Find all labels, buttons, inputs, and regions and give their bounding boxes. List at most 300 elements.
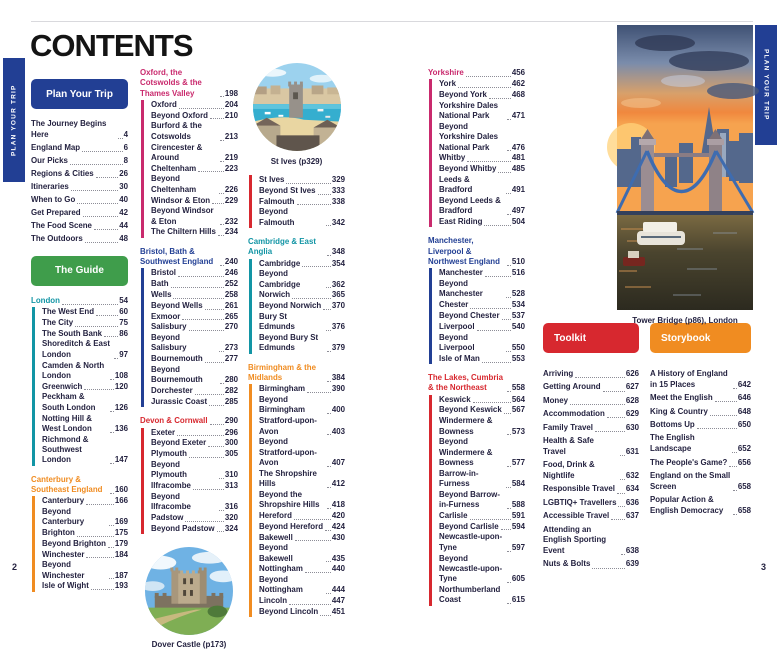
- entry-page: 179: [114, 538, 128, 548]
- dot-leader: [220, 224, 224, 225]
- entry-label: Bury St Edmunds: [259, 312, 295, 332]
- toc-entry[interactable]: [259, 490, 345, 511]
- toc-entry[interactable]: [151, 100, 238, 110]
- section-items: [32, 307, 128, 465]
- toc-entry[interactable]: [543, 369, 639, 380]
- section-header[interactable]: [140, 247, 238, 268]
- toc-entry[interactable]: [42, 435, 128, 466]
- entry-page: 246: [224, 268, 238, 278]
- entry-label: Beyond Birmingham: [259, 395, 306, 415]
- st-ives-caption: St Ives (p329): [270, 157, 323, 166]
- dot-leader: [118, 138, 122, 139]
- toc-entry[interactable]: [439, 395, 525, 405]
- toc-entry[interactable]: [151, 513, 238, 523]
- toc-entry[interactable]: [151, 428, 238, 438]
- dot-leader: [109, 525, 113, 526]
- toc-entry[interactable]: [543, 436, 639, 458]
- dot-leader: [219, 478, 224, 479]
- the-guide-box[interactable]: The Guide: [31, 256, 128, 286]
- section-items: [429, 268, 525, 364]
- entry-label: Beyond St Ives: [259, 185, 316, 195]
- section-header[interactable]: [428, 236, 525, 267]
- toc-entry[interactable]: [42, 392, 128, 413]
- dot-leader: [611, 519, 625, 520]
- entry-label: Norwich: [259, 290, 291, 300]
- entry-page: 86: [119, 328, 128, 338]
- entry-label: Beyond Cheltenham: [151, 174, 197, 194]
- entry-page: 652: [737, 444, 751, 454]
- dot-leader: [318, 194, 331, 195]
- toc-entry[interactable]: [259, 575, 345, 596]
- entry-page: 553: [511, 353, 525, 363]
- entry-label: The Chiltern Hills: [151, 227, 216, 237]
- toc-section: [140, 247, 238, 407]
- dot-leader: [104, 336, 118, 337]
- toolkit-box[interactable]: Toolkit: [543, 323, 639, 353]
- dot-leader: [219, 193, 223, 194]
- entry-page: 97: [119, 349, 128, 359]
- entry-label: Beyond Manchester: [439, 279, 483, 299]
- entry-label: Nottingham: [259, 564, 303, 574]
- toc-entry[interactable]: [543, 382, 639, 393]
- toc-entry[interactable]: [650, 433, 751, 455]
- toc-entry[interactable]: [439, 490, 525, 511]
- dover-castle-caption: Dover Castle (p173): [151, 639, 227, 649]
- dot-leader: [326, 561, 331, 562]
- entry-page: 648: [737, 406, 751, 416]
- toc-entry[interactable]: [151, 164, 238, 174]
- toc-entry[interactable]: [31, 234, 128, 245]
- dot-leader: [218, 235, 224, 236]
- toc-entry[interactable]: [439, 90, 525, 100]
- entry-page: 629: [625, 409, 639, 419]
- dot-leader: [507, 508, 511, 509]
- toc-entry[interactable]: [151, 312, 238, 322]
- dot-leader: [501, 529, 511, 530]
- entry-page: 229: [224, 195, 238, 205]
- column-toolkit: [543, 323, 639, 573]
- entry-page: 481: [511, 153, 525, 163]
- toc-entry[interactable]: [650, 495, 751, 517]
- toc-entry[interactable]: [42, 581, 128, 591]
- entry-label: Beyond Salisbury: [151, 333, 187, 353]
- plan-your-trip-edge-tab-left[interactable]: PLAN YOUR TRIP: [3, 58, 25, 182]
- toc-entry[interactable]: [42, 382, 128, 392]
- entry-page: 528: [511, 289, 525, 299]
- toc-entry[interactable]: [259, 543, 345, 564]
- toc-entry[interactable]: [259, 207, 345, 228]
- entry-label: Ilfracombe: [151, 480, 191, 490]
- entry-page: 420: [331, 510, 345, 520]
- entry-label: Beyond Winchester: [42, 560, 85, 580]
- toc-entry[interactable]: [259, 175, 345, 185]
- toc-entry[interactable]: [543, 498, 639, 509]
- entry-page: 638: [625, 546, 639, 556]
- entry-page: 451: [331, 607, 345, 617]
- toc-entry[interactable]: [259, 333, 345, 354]
- column-storybook: [650, 323, 751, 519]
- toc-entry[interactable]: [259, 312, 345, 333]
- toc-entry[interactable]: [42, 361, 128, 382]
- toc-entry[interactable]: [259, 301, 345, 311]
- toc-entry[interactable]: [151, 279, 238, 289]
- toc-entry[interactable]: [650, 458, 751, 469]
- toc-entry[interactable]: [151, 268, 238, 278]
- toc-entry[interactable]: [42, 339, 128, 360]
- toc-entry[interactable]: [42, 496, 128, 506]
- toc-entry[interactable]: [31, 195, 128, 206]
- toc-entry[interactable]: [439, 405, 525, 415]
- entry-page: 126: [114, 402, 128, 412]
- entry-label: Beyond Bournemouth: [151, 365, 203, 385]
- entry-page: 6: [123, 142, 128, 152]
- toc-section: [140, 68, 238, 238]
- entry-label: Windermere & Bowness: [439, 416, 493, 436]
- plan-your-trip-box[interactable]: Plan Your Trip: [31, 79, 128, 109]
- entry-label: Cambridge & East Anglia: [248, 236, 316, 257]
- st-ives-figure: [248, 63, 345, 166]
- entry-label: The English Landscape: [650, 433, 695, 454]
- dot-leader: [733, 490, 737, 491]
- toc-entry[interactable]: [439, 322, 525, 332]
- section-header[interactable]: [248, 363, 345, 384]
- dot-leader: [620, 479, 624, 480]
- toc-entry[interactable]: [42, 550, 128, 560]
- entry-label: Beyond Newcastle-upon-Tyne: [439, 553, 503, 584]
- entry-page: 184: [114, 549, 128, 559]
- entry-label: The People's Game?: [650, 457, 728, 467]
- entry-label: Notting Hill & West London: [42, 413, 92, 433]
- dot-leader: [110, 463, 114, 464]
- toc-entry[interactable]: [650, 393, 751, 404]
- section-header[interactable]: [248, 237, 345, 258]
- dot-leader: [621, 554, 625, 555]
- toc-entry[interactable]: [151, 174, 238, 195]
- dot-leader: [210, 424, 224, 425]
- toc-entry[interactable]: [259, 533, 345, 543]
- dot-leader: [177, 435, 224, 436]
- dot-leader: [220, 96, 224, 97]
- page-title: CONTENTS: [30, 28, 193, 63]
- toc-entry[interactable]: [439, 164, 525, 174]
- toc-entry[interactable]: [151, 524, 238, 534]
- page-number-left: 2: [12, 562, 18, 572]
- toc-entry[interactable]: [439, 354, 525, 364]
- dot-leader: [91, 589, 114, 590]
- toc-entry[interactable]: [543, 396, 639, 407]
- section-header[interactable]: [31, 296, 128, 306]
- entry-label: Chester: [439, 300, 469, 310]
- entry-page: 370: [331, 301, 345, 311]
- toc-entry[interactable]: [259, 607, 345, 617]
- entry-page: 219: [224, 152, 238, 162]
- entry-page: 8: [123, 155, 128, 165]
- entry-label: York: [439, 79, 456, 89]
- entry-page: 594: [511, 521, 525, 531]
- entry-label: Falmouth: [259, 196, 295, 206]
- dot-leader: [96, 315, 118, 316]
- toc-entry[interactable]: [151, 301, 238, 311]
- dot-leader: [326, 287, 331, 288]
- toc-entry[interactable]: [439, 437, 525, 468]
- toc-entry[interactable]: [543, 511, 639, 522]
- entry-label: Devon & Cornwall: [140, 416, 208, 426]
- entry-label: Beyond Stratford-upon-Avon: [259, 437, 317, 467]
- toc-entry[interactable]: [439, 333, 525, 354]
- section-header[interactable]: [140, 416, 238, 426]
- toc-entry[interactable]: [259, 522, 345, 532]
- toc-entry[interactable]: [42, 539, 128, 549]
- toc-section: [31, 475, 128, 592]
- entry-label: Hereford: [259, 510, 292, 520]
- toc-entry[interactable]: [259, 395, 345, 416]
- toc-entry[interactable]: [31, 182, 128, 193]
- toc-entry[interactable]: [439, 300, 525, 310]
- toc-entry[interactable]: [439, 532, 525, 553]
- dot-leader: [71, 190, 118, 191]
- toc-entry[interactable]: [151, 449, 238, 459]
- toc-entry[interactable]: [259, 596, 345, 606]
- toc-entry[interactable]: [31, 156, 128, 167]
- entry-page: 588: [511, 500, 525, 510]
- entry-label: The South Bank: [42, 328, 103, 338]
- toc-entry[interactable]: [259, 384, 345, 394]
- toc-entry[interactable]: [259, 416, 345, 437]
- toc-entry[interactable]: [259, 197, 345, 207]
- entry-page: 320: [224, 512, 238, 522]
- entry-label: Beyond Norwich: [259, 301, 322, 311]
- toc-entry[interactable]: [151, 438, 238, 448]
- entry-page: 567: [511, 405, 525, 415]
- dot-leader: [715, 401, 737, 402]
- entry-page: 296: [224, 427, 238, 437]
- toc-entry[interactable]: [543, 460, 639, 482]
- toc-entry[interactable]: [151, 460, 238, 481]
- toc-entry[interactable]: [439, 175, 525, 196]
- entry-label: Beyond Padstow: [151, 523, 215, 533]
- toc-entry[interactable]: [650, 420, 751, 431]
- toc-entry[interactable]: [151, 206, 238, 227]
- entry-page: 440: [331, 564, 345, 574]
- dot-leader: [219, 351, 224, 352]
- entry-label: Bournemouth: [151, 354, 203, 364]
- entry-page: 564: [511, 394, 525, 404]
- toc-entry[interactable]: [151, 397, 238, 407]
- toc-entry[interactable]: [650, 407, 751, 418]
- toc-entry[interactable]: [151, 481, 238, 491]
- toc-entry[interactable]: [439, 469, 525, 490]
- entry-page: 261: [224, 300, 238, 310]
- entry-page: 476: [511, 142, 525, 152]
- toc-entry[interactable]: [259, 259, 345, 269]
- dot-leader: [575, 377, 625, 378]
- tower-bridge-photo: [617, 25, 753, 310]
- dot-leader: [205, 362, 224, 363]
- toc-entry[interactable]: [151, 333, 238, 354]
- toc-section: [428, 373, 525, 606]
- dot-leader: [327, 381, 331, 382]
- toc-entry[interactable]: [439, 585, 525, 606]
- dot-leader: [219, 510, 224, 511]
- dot-leader: [96, 177, 119, 178]
- toc-entry[interactable]: [151, 227, 238, 237]
- toc-entry[interactable]: [42, 507, 128, 528]
- dot-leader: [109, 578, 113, 579]
- storybook-box[interactable]: Storybook: [650, 323, 751, 353]
- section-header[interactable]: [428, 68, 525, 78]
- entry-page: 362: [331, 279, 345, 289]
- entry-page: 424: [331, 521, 345, 531]
- toc-entry[interactable]: [439, 122, 525, 153]
- entry-label: Yorkshire: [428, 68, 464, 77]
- toc-entry[interactable]: [42, 528, 128, 538]
- toc-entry[interactable]: [31, 169, 128, 180]
- dot-leader: [323, 309, 331, 310]
- dot-leader: [733, 388, 737, 389]
- toc-entry[interactable]: [259, 269, 345, 290]
- entry-page: 658: [737, 505, 751, 515]
- entry-page: 400: [331, 405, 345, 415]
- entry-page: 390: [331, 384, 345, 394]
- toc-entry[interactable]: [439, 196, 525, 217]
- entry-label: Beyond the Shropshire Hills: [259, 489, 320, 510]
- entry-page: 280: [224, 375, 238, 385]
- toc-entry[interactable]: [259, 469, 345, 490]
- entry-page: 444: [331, 585, 345, 595]
- toc-entry[interactable]: [151, 322, 238, 332]
- toc-entry[interactable]: [151, 121, 238, 142]
- entry-label: Beyond Windermere & Bowness: [439, 437, 493, 467]
- section-header[interactable]: [428, 373, 525, 394]
- entry-label: Northumberland Coast: [439, 584, 501, 605]
- toolkit-list: [543, 369, 639, 570]
- entry-page: 26: [119, 168, 128, 178]
- dot-leader: [733, 514, 737, 515]
- dot-leader: [179, 108, 224, 109]
- section-header[interactable]: [31, 475, 128, 496]
- entry-label: Manchester, Liverpool & Northwest England: [428, 236, 500, 267]
- dot-leader: [620, 455, 625, 456]
- entry-page: 258: [224, 289, 238, 299]
- toc-entry[interactable]: [650, 471, 751, 493]
- dot-leader: [295, 540, 331, 541]
- dot-leader: [84, 389, 113, 390]
- toc-entry[interactable]: [151, 386, 238, 396]
- toc-entry[interactable]: [31, 208, 128, 219]
- toc-entry[interactable]: [439, 311, 525, 321]
- toc-entry[interactable]: [439, 416, 525, 437]
- dot-leader: [607, 417, 625, 418]
- toc-entry[interactable]: [259, 511, 345, 521]
- entry-page: 642: [737, 379, 751, 389]
- dot-leader: [697, 428, 737, 429]
- entry-label: The Journey Begins Here: [31, 119, 107, 139]
- toc-entry[interactable]: [259, 564, 345, 574]
- toc-entry[interactable]: [151, 365, 238, 386]
- dot-leader: [507, 391, 511, 392]
- entry-page: 120: [114, 381, 128, 391]
- dot-leader: [489, 98, 511, 99]
- entry-label: Wells: [151, 289, 172, 299]
- entry-label: King & Country: [650, 406, 708, 416]
- toc-entry[interactable]: [259, 290, 345, 300]
- toc-entry[interactable]: [439, 79, 525, 89]
- toc-entry[interactable]: [31, 143, 128, 154]
- toc-entry[interactable]: [259, 186, 345, 196]
- section-header[interactable]: [140, 68, 238, 99]
- toc-entry[interactable]: [439, 522, 525, 532]
- column-oxford-bristol-devon: [140, 68, 238, 649]
- dot-leader: [289, 604, 331, 605]
- toc-entry[interactable]: [543, 409, 639, 420]
- dot-leader: [506, 487, 511, 488]
- entry-label: Manchester: [439, 268, 483, 278]
- toc-entry[interactable]: [151, 492, 238, 513]
- toc-entry[interactable]: [543, 484, 639, 495]
- toc-entry[interactable]: [42, 307, 128, 317]
- toc-entry[interactable]: [439, 268, 525, 278]
- dot-leader: [110, 411, 114, 412]
- toc-entry[interactable]: [543, 525, 639, 557]
- toc-entry[interactable]: [439, 554, 525, 585]
- toc-entry[interactable]: [31, 119, 128, 140]
- entry-label: Dorchester: [151, 386, 193, 396]
- toc-entry[interactable]: [439, 511, 525, 521]
- section-items: [429, 79, 525, 227]
- plan-your-trip-edge-tab-right[interactable]: PLAN YOUR TRIP: [755, 25, 777, 145]
- entry-label: The Shropshire Hills: [259, 468, 317, 489]
- toc-entry[interactable]: [151, 354, 238, 364]
- entry-page: 597: [511, 542, 525, 552]
- entry-page: 430: [331, 532, 345, 542]
- dot-leader: [294, 519, 331, 520]
- toc-entry[interactable]: [42, 318, 128, 328]
- toc-entry[interactable]: [151, 111, 238, 121]
- dot-leader: [326, 330, 331, 331]
- toc-entry[interactable]: [543, 423, 639, 434]
- toc-entry[interactable]: [151, 143, 238, 164]
- entry-page: 342: [331, 217, 345, 227]
- entry-page: 412: [331, 479, 345, 489]
- toc-entry[interactable]: [42, 414, 128, 435]
- toc-entry[interactable]: [31, 221, 128, 232]
- toc-entry[interactable]: [259, 437, 345, 468]
- dover-castle-photo: [145, 547, 233, 635]
- toc-entry[interactable]: [439, 279, 525, 300]
- entry-page: 591: [511, 510, 525, 520]
- dot-leader: [327, 487, 331, 488]
- toc-entry[interactable]: [439, 217, 525, 227]
- entry-page: 354: [331, 258, 345, 268]
- entry-label: Bakewell: [259, 532, 293, 542]
- entry-label: England Map: [31, 142, 81, 152]
- toc-entry[interactable]: [439, 101, 525, 122]
- toc-entry[interactable]: [42, 329, 128, 339]
- toc-entry[interactable]: [151, 290, 238, 300]
- toc-entry[interactable]: [543, 559, 639, 570]
- toc-entry[interactable]: [650, 369, 751, 391]
- toc-entry[interactable]: [151, 196, 238, 206]
- section-items: [141, 100, 238, 238]
- toc-section: [248, 237, 345, 354]
- entry-page: 232: [224, 216, 238, 226]
- entry-page: 577: [511, 457, 525, 467]
- entry-page: 628: [625, 395, 639, 405]
- dot-leader: [507, 150, 511, 151]
- toc-entry[interactable]: [439, 153, 525, 163]
- toc-entry[interactable]: [42, 560, 128, 581]
- column-stives-cambridge-birmingham: [248, 63, 345, 618]
